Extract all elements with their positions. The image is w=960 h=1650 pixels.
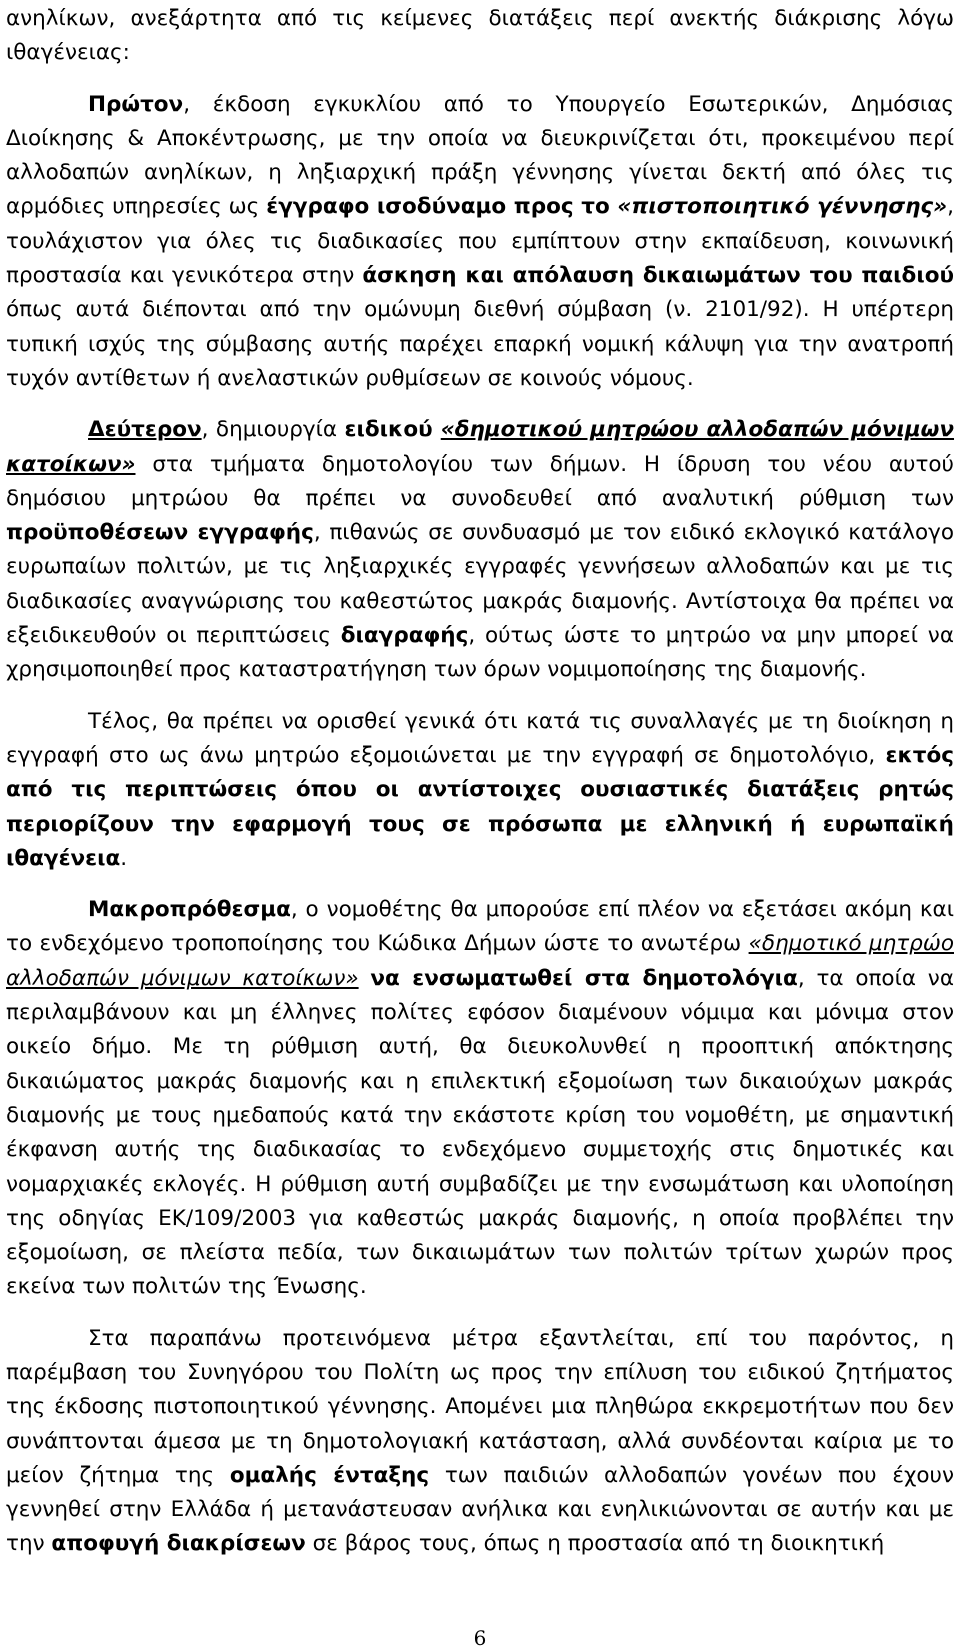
text-run: , τα οποία να περιλαμβάνουν και μη έλληνες πολίτες εφόσον διαμένουν νόμιμα και μόνιμα στον οικείο δήμο. Με τη ρύθμιση αυτή, θα διευκολυνθεί η προοπτική απόκτησης δικαιώματος μακράς διαμονής και η επιλεκτική εξομοίωση των δικαιούχων μακράς διαμονής με τους ημεδαπούς κατά την εκάστοτε κρίση του νομοθέτη, με σημαντική έκφανση αυτής της διαδικασίας το ενδεχόμενο συμμετοχής στις δημοτικές και νομαρχιακές εκλογές. Η ρύθμιση αυτή συμβαδίζει με την ενσωμάτωση και υλοποίηση της οδηγίας ΕΚ/109/2003 για καθεστώς μακράς διαμονής, η οποία προβλέπει την εξομοίωση, σε πλείστα πεδία, των δικαιωμάτων των πολιτών τρίτων χωρών προς εκείνα των πολιτών της Ένωσης. [6,965,954,1300]
text-run: . [120,845,128,871]
emphasis-text-run: έγγραφο ισοδύναμο προς το [266,194,618,220]
paragraph-gap [6,688,954,705]
paragraph-long-term [6,893,954,1305]
text-run: Τέλος, θα πρέπει να ορισθεί γενικά ότι κατά τις συναλλαγές με τη διοίκηση η εγγραφή στο ως άνω μητρώο εξομοιώνεται με την εγγραφή σε δημοτολόγιο, [6,708,954,768]
text-run: Στα παραπάνω προτεινόμενα μέτρα εξαντλείται, επί του παρόντος, η παρέμβαση του Συνηγόρου του Πολίτη ως προς την επίλυση του ειδικού ζητήματος της έκδοσης πιστοποιητικού γέννησης. Απομένει μια πληθώρα εκκρεμοτήτων που δεν συνάπτονται άμεσα με τη δημοτολογιακή κατάσταση, αλλά συνδέονται καίρια με το μείον ζήτημα της [6,1325,954,1488]
emphasis-text-run: Δεύτερον [88,417,202,443]
text-run: ανηλίκων, ανεξάρτητα από τις κείμενες διατάξεις περί ανεκτής διάκρισης λόγω ιθαγένειας: [6,6,954,66]
text-run: , δημιουργία [201,417,345,443]
text-run: στα τμήματα δημοτολογίου των δήμων. Η ίδρυση του νέου αυτού δημόσιου μητρώου θα πρέπει να συνοδευθεί από αναλυτική ρύθμιση των [6,451,954,511]
emphasis-text-run: εκτός από τις περιπτώσεις όπου οι αντίστοιχες ουσιαστικές διατάξεις ρητώς περιορίζουν την εφαρμογή τους σε πρόσωπα με ελληνική ή ευρωπαϊκή ιθαγένεια [6,742,954,871]
text-run: , τουλάχιστον για όλες τις διαδικασίες που εμπίπτουν στην εκπαίδευση, κοινωνική προστασία και γενικότερα στην [6,194,954,289]
emphasis-text-run: άσκηση και απόλαυση δικαιωμάτων του παιδιού [362,263,954,289]
emphasis-text-run: διαγραφής [340,623,469,649]
emphasis-text-run: «δημοτικό μητρώο αλλοδαπών μόνιμων κατοίκων» [6,931,954,991]
paragraph-conclusion [6,1322,954,1562]
text-run: όπως αυτά διέπονται από την ομώνυμη διεθνή σύμβαση (ν. 2101/92). Η υπέρτερη τυπική ισχύς της σύμβασης αυτής παρέχει επαρκή νομική κάλυψη για την ανατροπή τυχόν αντίθετων ή ανελαστικών ρυθμίσεων σε κοινούς νόμους. [6,297,954,391]
paragraph-finally [6,705,954,876]
emphasis-text-run: Μακροπρόθεσμα [88,897,291,923]
paragraph-continuation [6,2,954,71]
text-run: , ο νομοθέτης θα μπορούσε επί πλέον να εξετάσει ακόμη και το ενδεχόμενο τροποποίησης του Κώδικα Δήμων ώστε το ανωτέρω [6,897,954,957]
paragraph-gap [6,876,954,893]
body-text [6,2,954,1562]
paragraph-first-measure [6,88,954,397]
text-run: των παιδιών αλλοδαπών γονέων που έχουν γεννηθεί στην Ελλάδα ή μετανάστευσαν ανήλικα και ενηλικιώνονται σε αυτήν και με την [6,1462,954,1557]
text-run: , πιθανώς σε συνδυασμό με τον ειδικό εκλογικό κατάλογο ευρωπαίων πολιτών, με τις ληξιαρχικές εγγραφές γεννήσεων αλλοδαπών και με τις διαδικασίες αναγνώρισης του καθεστώτος μακράς διαμονής. Αντίστοιχα θα πρέπει να εξειδικευθούν οι περιπτώσεις [6,520,954,649]
paragraph-gap [6,1305,954,1322]
text-run: , έκδοση εγκυκλίου από το Υπουργείο Εσωτερικών, Δημόσιας Διοίκησης & Αποκέντρωσης, με την οποία να διευκρινίζεται ότι, προκειμένου περί αλλοδαπών ανηλίκων, η ληξιαρχική πράξη γέννησης γίνεται δεκτή από όλες τις αρμόδιες υπηρεσίες ως [6,91,954,220]
emphasis-text-run: ειδικού [344,417,441,443]
paragraph-gap [6,71,954,88]
emphasis-text-run: προϋποθέσεων εγγραφής [6,520,314,546]
text-run: σε βάρος τους, όπως η προστασία από τη διοικητική [305,1531,885,1557]
emphasis-text-run: να ενσωματωθεί στα δημοτολόγια [370,965,798,991]
page-number: 6 [473,1626,487,1650]
text-run [359,966,371,991]
paragraph-second-measure [6,413,954,687]
emphasis-text-run: «δημοτικού μητρώου αλλοδαπών μόνιμων κατοίκων» [6,417,955,477]
emphasis-text-run: Πρώτον [88,91,184,117]
paragraph-gap [6,396,954,413]
emphasis-text-run: ομαλής ένταξης [229,1462,430,1488]
text-run: , ούτως ώστε το μητρώο να μην μπορεί να χρησιμοποιηθεί προς καταστρατήγηση των όρων νομιμοποίησης της διαμονής. [6,623,954,683]
emphasis-text-run: «πιστοποιητικό γέννησης» [617,194,948,220]
emphasis-text-run: αποφυγή διακρίσεων [51,1531,306,1557]
